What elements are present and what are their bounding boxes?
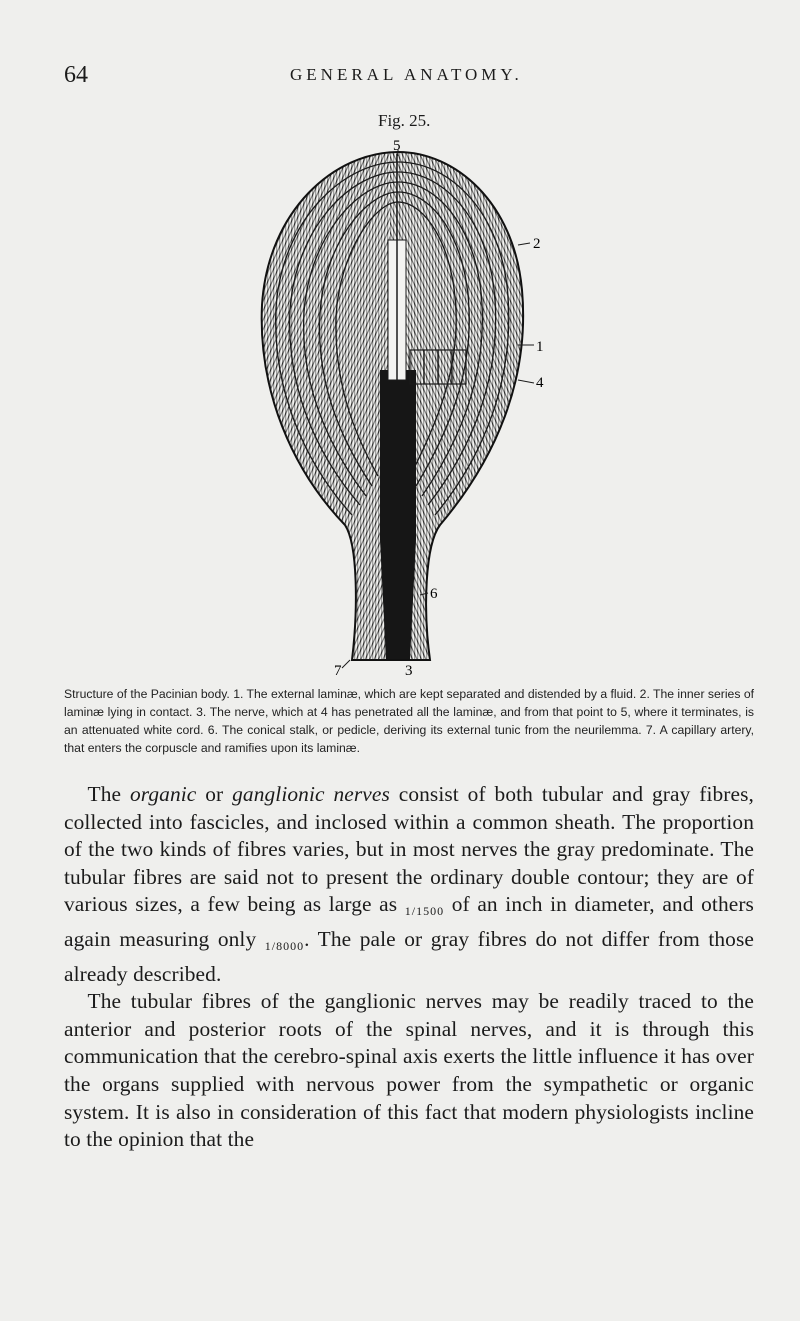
page-header (64, 62, 724, 92)
callout-6: 6 (430, 586, 438, 602)
callout-7: 7 (334, 663, 342, 679)
callout-2: 2 (533, 236, 541, 252)
page-number: 64 (64, 62, 88, 88)
fraction-2: 1/8000 (264, 938, 305, 953)
figure-label: Fig. 25. (378, 111, 431, 130)
pacinian-body-engraving (240, 140, 560, 680)
figure-caption: Structure of the Pacinian body. 1. The external laminæ, which are kept separated and distended by a fluid. 2. The inner series of laminæ lying in contact. 3. The nerve, which at 4 has penetrated all the laminæ, and from that point to 5, where it terminates, is an attenuated white cord. 6. The conical stalk, or pedicle, deriving its external tunic from the neurilemma. 7. A capillary artery, that enters the corpuscle and ramifies upon its laminæ. (64, 687, 754, 755)
pacinian-body-figure (240, 140, 560, 680)
paragraph-1: The organic or ganglionic nerves consist of both tubular and gray fibres, collected into fascicles, and inclosed within a common sheath. The proportion of the two kinds of fibres varies, but in most nerves the gray predominate. The tubular fibres are said not to present the ordinary double contour; they are of various sizes, a few being as large as 1/1500 of an inch in diameter, and others again measuring only 1/8000. The pale or gray fibres do not differ from those already described. (64, 782, 754, 986)
body-text (64, 781, 754, 1154)
paragraph-2: The tubular fibres of the ganglionic nerves may be readily traced to the anterior and posterior roots of the spinal nerves, and it is through this communication that the cerebro-spinal axis exerts the little influence it has over the organs supplied with nervous power from the sympathetic or organic system. It is also in consideration of this fact that modern physiologists incline to the opinion that the (64, 989, 754, 1152)
callout-5: 5 (393, 140, 401, 154)
callout-4: 4 (536, 375, 544, 391)
fraction-1: 1/1500 (404, 904, 445, 919)
term-organic: organic (129, 782, 197, 806)
running-title: GENERAL ANATOMY. (290, 65, 523, 84)
callout-1: 1 (536, 339, 544, 355)
term-ganglionic-nerves: ganglionic nerves (232, 782, 390, 806)
callout-3: 3 (405, 663, 413, 679)
